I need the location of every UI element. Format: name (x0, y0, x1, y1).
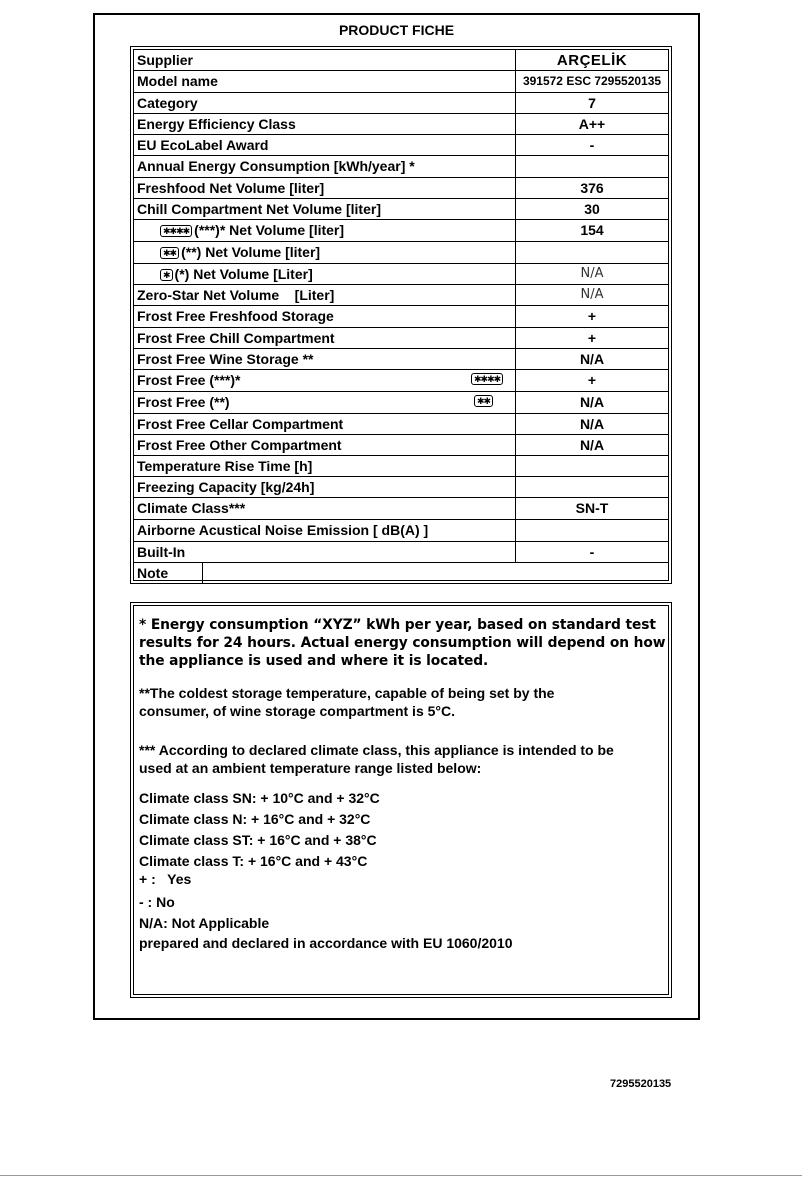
row-label: Climate Class*** (137, 500, 246, 516)
table-row-category (134, 93, 668, 114)
row-label: (***)* Net Volume [liter] (194, 222, 345, 238)
row-label: EU EcoLabel Award (137, 137, 269, 153)
two-star-freezer-icon: ✱✱ (474, 395, 493, 407)
row-value: N/A (579, 351, 605, 367)
page-title: PRODUCT FICHE (338, 22, 455, 38)
row-value: SN-T (575, 500, 609, 516)
row-value: N/A (580, 266, 604, 281)
row-value: N/A (580, 287, 604, 302)
row-value: 7 (588, 95, 596, 111)
table-row-built-in (134, 542, 668, 563)
table-row-ff-four-star (134, 370, 668, 392)
supplier-logo: ARÇELİK (556, 52, 628, 69)
climate-class-note: *** According to declared climate class, this appliance is intended to be used at an ambient temperature range listed below: (139, 742, 614, 776)
row-label: Frost Free (**) (137, 394, 230, 410)
row-label: Model name (137, 73, 218, 89)
table-row-ff-chill (134, 328, 668, 349)
table-row-zero-star-volume (134, 285, 668, 306)
table-row-energy-class (134, 114, 668, 135)
spec-table (133, 49, 669, 581)
table-row-freshfood-volume (134, 178, 668, 199)
table-row-model-name (134, 71, 668, 93)
row-value: + (587, 308, 597, 324)
row-value: + (587, 330, 597, 346)
table-row-climate-class (134, 498, 668, 520)
row-label: Supplier (137, 52, 194, 68)
row-value: N/A (579, 416, 605, 432)
row-label: Frost Free Wine Storage ** (137, 351, 314, 367)
page-bottom-rule (0, 1175, 802, 1176)
legend-not-applicable: N/A: Not Applicable (139, 915, 270, 931)
table-row-temp-rise (134, 456, 668, 477)
note-divider (202, 563, 203, 584)
row-label: Frost Free Freshfood Storage (137, 308, 334, 324)
row-value: 154 (580, 222, 604, 238)
climate-class-t: Climate class T: + 16°C and + 43°C (139, 853, 368, 869)
row-label: (*) Net Volume [Liter] (174, 266, 313, 282)
table-row-ff-two-star (134, 392, 668, 414)
row-label: Zero-Star Net Volume [Liter] (137, 287, 335, 303)
table-row-ff-freshfood (134, 306, 668, 328)
climate-class-n: Climate class N: + 16°C and + 32°C (139, 811, 371, 827)
notes-box (130, 602, 672, 998)
row-label: Built-In (137, 544, 186, 560)
energy-consumption-note: * Energy consumption “XYZ” kWh per year, based on standard test results for 24 hours. Actual energy consumption will depend on how the appliance is used and where it is located. (139, 617, 666, 669)
document-code: 7295520135 (610, 1078, 672, 1090)
row-label: Energy Efficiency Class (137, 116, 296, 132)
row-label: Frost Free Other Compartment (137, 437, 342, 453)
notes-panel (133, 605, 669, 995)
table-row-four-star-volume (134, 220, 668, 242)
row-value: + (587, 372, 597, 388)
legend-yes: + : Yes (139, 871, 192, 887)
wine-storage-note: **The coldest storage temperature, capable of being set by the consumer, of wine storage compartment is 5°C. (139, 685, 555, 719)
table-row-two-star-volume (134, 242, 668, 264)
row-label: Note (137, 565, 169, 581)
row-label: Temperature Rise Time [h] (137, 458, 313, 474)
row-value: 30 (584, 201, 600, 217)
row-value: N/A (579, 394, 605, 410)
table-row-annual-energy (134, 156, 668, 178)
row-label: Freshfood Net Volume [liter] (137, 180, 325, 196)
climate-class-st: Climate class ST: + 16°C and + 38°C (139, 832, 377, 848)
table-row-ff-wine (134, 349, 668, 370)
table-row-noise (134, 520, 668, 542)
table-row-one-star-volume (134, 264, 668, 285)
four-star-freezer-icon: ✱✱✱✱ (471, 373, 503, 385)
table-row-ff-cellar (134, 414, 668, 435)
product-fiche-frame (93, 13, 700, 1020)
row-value: - (589, 137, 595, 153)
row-label: Frost Free Cellar Compartment (137, 416, 344, 432)
four-star-freezer-icon: ✱✱✱✱ (160, 225, 192, 237)
spec-table-box (130, 46, 672, 584)
row-value: 376 (580, 180, 604, 196)
declaration-text: prepared and declared in accordance with EU 1060/2010 (139, 935, 513, 951)
legend-no: - : No (139, 894, 175, 910)
column-divider (515, 50, 516, 563)
row-label: Frost Free Chill Compartment (137, 330, 335, 346)
table-row-supplier (134, 50, 668, 71)
one-star-freezer-icon: ✱ (160, 269, 173, 281)
row-label: Chill Compartment Net Volume [liter] (137, 201, 381, 217)
climate-class-sn: Climate class SN: + 10°C and + 32°C (139, 790, 380, 806)
row-label: (**) Net Volume [liter] (181, 244, 321, 260)
table-row-freezing-capacity (134, 477, 668, 498)
row-value: A++ (578, 116, 606, 132)
row-value: 391572 ESC 7295520135 (522, 74, 662, 88)
table-row-ecolabel (134, 135, 668, 156)
two-star-freezer-icon: ✱✱ (160, 247, 179, 259)
row-label: Annual Energy Consumption [kWh/year] * (137, 158, 415, 174)
row-label: Frost Free (***)* (137, 372, 241, 388)
row-label: Airborne Acustical Noise Emission [ dB(A) ] (137, 522, 429, 538)
row-label: Category (137, 95, 198, 111)
row-label: Freezing Capacity [kg/24h] (137, 479, 315, 495)
row-value: - (589, 544, 595, 560)
table-row-chill-volume (134, 199, 668, 220)
table-row-ff-other (134, 435, 668, 456)
row-value: N/A (579, 437, 605, 453)
table-row-note (134, 563, 668, 584)
